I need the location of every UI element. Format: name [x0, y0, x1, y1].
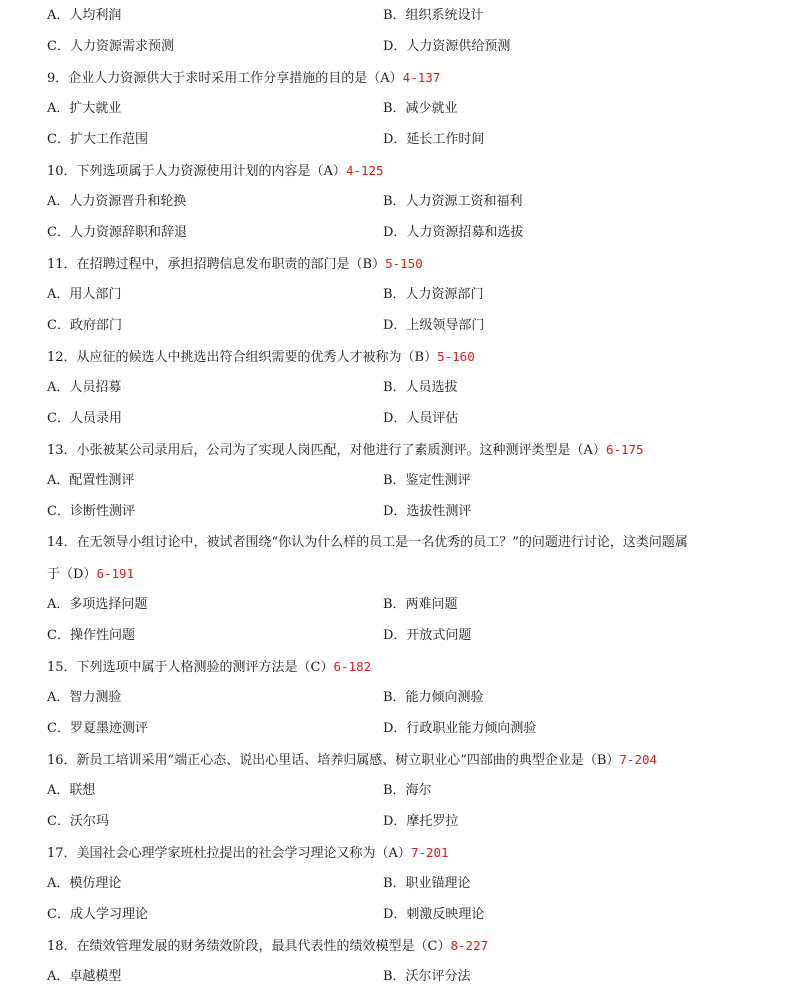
question-text: 16．新员工培训采用“端正心态、说出心里话、培养归属感、树立职业心”四部曲的典型企业是（B） [47, 753, 620, 768]
option-row [0, 682, 791, 713]
answer-reference: 5-160 [437, 349, 475, 364]
question-text-line [47, 341, 781, 373]
option-row [0, 496, 791, 527]
option-left: C．罗夏墨迹测评 [47, 721, 148, 736]
option-right: B．两难问题 [383, 597, 458, 612]
option-right: D．上级领导部门 [383, 318, 485, 333]
question-row [0, 558, 791, 589]
question-text: 于（D） [47, 567, 97, 582]
answer-reference: 6-191 [96, 566, 135, 581]
answer-reference: 8-227 [450, 938, 489, 953]
option-left: A．扩大就业 [47, 101, 122, 116]
option-left: A．联想 [47, 783, 96, 798]
option-right: B．能力倾向测验 [383, 690, 484, 705]
option-row [0, 961, 791, 992]
option-left: C．扩大工作范围 [47, 132, 148, 147]
option-left: C．操作性问题 [47, 628, 135, 643]
question-text-line [47, 155, 781, 187]
option-left: C．人力资源需求预测 [47, 39, 174, 54]
option-row [0, 0, 791, 31]
answer-reference: 4-125 [345, 163, 384, 178]
question-row [0, 837, 791, 868]
question-row [0, 341, 791, 372]
option-left: C．人员录用 [47, 411, 122, 426]
answer-reference: 4-137 [402, 70, 441, 85]
option-left: C．成人学习理论 [47, 907, 148, 922]
option-left: A．智力测验 [47, 690, 122, 705]
question-text: 9．企业人力资源供大于求时采用工作分享措施的目的是（A） [47, 71, 403, 86]
option-row [0, 589, 791, 620]
option-right: B．人力资源工资和福利 [383, 194, 523, 209]
question-text-line [47, 651, 781, 683]
question-text-line [47, 744, 781, 776]
answer-reference: 5-150 [385, 256, 423, 271]
question-text-line [47, 837, 781, 869]
option-row [0, 620, 791, 651]
question-text: 15．下列选项中属于人格测验的测评方法是（C） [47, 660, 334, 675]
question-text-line [47, 527, 781, 558]
option-row [0, 279, 791, 310]
option-left: A．配置性测评 [47, 473, 135, 488]
option-row [0, 713, 791, 744]
option-row [0, 403, 791, 434]
option-right: B．人员选拔 [383, 380, 458, 395]
question-text-line [47, 434, 781, 466]
option-right: B．职业锚理论 [383, 876, 471, 891]
option-left: A．人员招募 [47, 380, 122, 395]
option-row [0, 186, 791, 217]
option-right: B．人力资源部门 [383, 287, 484, 302]
question-row [0, 434, 791, 465]
option-left: A．人力资源晋升和轮换 [47, 194, 187, 209]
option-left: C．诊断性测评 [47, 504, 135, 519]
question-text: 11．在招聘过程中，承担招聘信息发布职责的部门是（B） [47, 257, 386, 272]
option-right: D．刺激反映理论 [383, 907, 485, 922]
question-text: 17．美国社会心理学家班杜拉提出的社会学习理论又称为（A） [47, 846, 411, 861]
option-row [0, 372, 791, 403]
question-text: 13．小张被某公司录用后，公司为了实现人岗匹配，对他进行了素质测评。这种测评类型是（A） [47, 443, 606, 458]
option-right: D．人力资源招募和选拔 [383, 225, 524, 240]
question-text: 10．下列选项属于人力资源使用计划的内容是（A） [47, 164, 346, 179]
option-right: D．开放式问题 [383, 628, 472, 643]
question-row [0, 930, 791, 961]
option-left: C．沃尔玛 [47, 814, 109, 829]
option-right: B．海尔 [383, 783, 432, 798]
question-row [0, 527, 791, 558]
question-text: 14．在无领导小组讨论中，被试者围绕“你认为什么样的员工是一名优秀的员工？”的问题进行讨论，这类问题属 [47, 535, 688, 550]
option-left: A．多项选择问题 [47, 597, 148, 612]
option-left: C．人力资源辞职和辞退 [47, 225, 187, 240]
option-left: A．模仿理论 [47, 876, 122, 891]
answer-reference: 7-201 [410, 845, 449, 860]
option-row [0, 124, 791, 155]
option-right: B．鉴定性测评 [383, 473, 471, 488]
answer-reference: 6-175 [605, 442, 644, 457]
question-row [0, 248, 791, 279]
option-left: A．卓越模型 [47, 969, 122, 984]
question-row [0, 744, 791, 775]
option-left: A．用人部门 [47, 287, 122, 302]
question-text: 12．从应征的候选人中挑选出符合组织需要的优秀人才被称为（B） [47, 350, 438, 365]
option-row [0, 93, 791, 124]
option-right: D．摩托罗拉 [383, 814, 459, 829]
option-right: B．组织系统设计 [383, 8, 484, 23]
option-row [0, 310, 791, 341]
option-right: B．沃尔评分法 [383, 969, 471, 984]
option-left: C．政府部门 [47, 318, 122, 333]
option-right: D．行政职业能力倾向测验 [383, 721, 537, 736]
option-row [0, 868, 791, 899]
option-right: D．选拔性测评 [383, 504, 472, 519]
option-row [0, 806, 791, 837]
question-text-line [47, 248, 781, 280]
option-row [0, 31, 791, 62]
question-text-line [47, 62, 781, 94]
question-row [0, 651, 791, 682]
option-left: A．人均利润 [47, 8, 122, 23]
answer-reference: 6-182 [333, 659, 372, 674]
question-text-line [47, 558, 781, 590]
option-right: B．减少就业 [383, 101, 458, 116]
question-row [0, 62, 791, 93]
question-text: 18．在绩效管理发展的财务绩效阶段，最具代表性的绩效模型是（C） [47, 939, 451, 954]
option-right: D．延长工作时间 [383, 132, 485, 147]
option-row [0, 217, 791, 248]
option-row [0, 899, 791, 930]
answer-reference: 7-204 [619, 752, 658, 767]
option-row [0, 465, 791, 496]
option-row [0, 775, 791, 806]
option-right: D．人力资源供给预测 [383, 39, 511, 54]
option-right: D．人员评估 [383, 411, 459, 426]
question-row [0, 155, 791, 186]
question-text-line [47, 930, 781, 962]
